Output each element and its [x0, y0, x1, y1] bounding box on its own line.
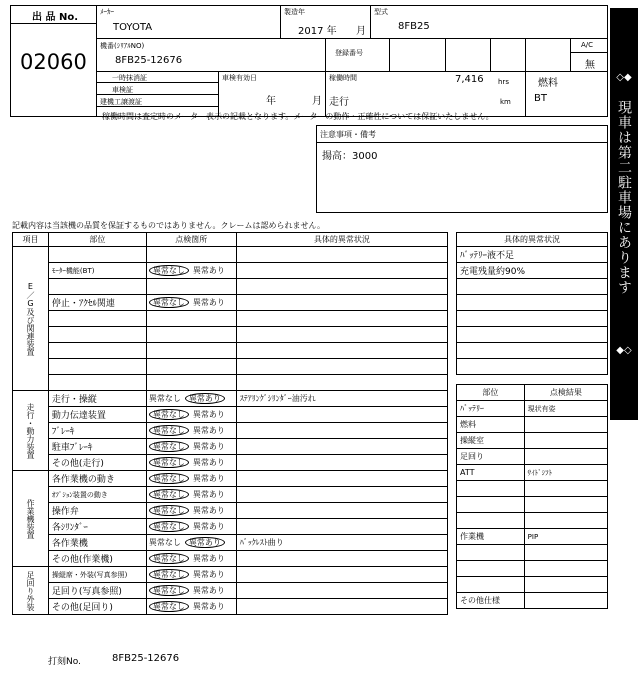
detail-cell — [236, 551, 447, 567]
result-ng[interactable]: 異常あり — [192, 522, 225, 531]
inspection-year-unit: 年 — [266, 96, 276, 107]
part-cell — [48, 279, 146, 295]
group-cell — [13, 247, 49, 391]
result-ok[interactable]: 異常なし — [149, 521, 189, 532]
result-ng[interactable]: 異常あり — [192, 474, 225, 483]
detail-cell — [236, 263, 447, 279]
inspection-header-cell: 項目 — [13, 233, 49, 247]
right-box-cell — [457, 295, 608, 311]
right-box-header-row — [457, 233, 608, 247]
result-cell — [146, 535, 236, 551]
right-box-row — [457, 343, 608, 359]
result-cell — [146, 391, 236, 407]
right-table-part: ﾊﾞｯﾃﾘｰ — [457, 401, 525, 417]
right-table-result — [524, 449, 607, 465]
result-ng[interactable]: 異常あり — [192, 458, 225, 467]
inspection-row — [13, 551, 448, 567]
result-cell — [146, 567, 236, 583]
ac-label: A/C — [581, 41, 594, 49]
group-cell — [13, 471, 49, 567]
result-cell — [146, 407, 236, 423]
right-table-part: 操縦室 — [457, 433, 525, 449]
maker-value: TOYOTA — [113, 22, 153, 33]
result-ok[interactable]: 異常なし — [149, 489, 189, 500]
part-cell — [48, 343, 146, 359]
serial-label: 機番(ｼﾘｱﾙNO) — [100, 42, 145, 50]
inspection-row — [13, 327, 448, 343]
detail-cell — [236, 599, 447, 615]
inspection-row — [13, 599, 448, 615]
result-cell — [146, 423, 236, 439]
inspection-row — [13, 359, 448, 375]
banner-bottom-diamonds: ◆◇ — [616, 345, 632, 356]
result-cell — [146, 263, 236, 279]
detail-cell — [236, 407, 447, 423]
right-box-cell — [457, 311, 608, 327]
reg-label: 登録番号 — [335, 49, 363, 57]
inspection-header-cell: 点検箇所 — [146, 233, 236, 247]
result-cell — [146, 247, 236, 263]
inspection-row — [13, 263, 448, 279]
inspection-header-cell: 部位 — [48, 233, 146, 247]
right-table-row — [457, 529, 608, 545]
detail-cell — [236, 327, 447, 343]
inspection-row — [13, 567, 448, 583]
right-result-table — [456, 384, 608, 609]
hours-disclaimer: 稼働時間は査定時のメーター表示の記載となります。メーターの動作・正確性については保証いたしません。 — [102, 112, 494, 121]
inspection-row — [13, 391, 448, 407]
result-cell — [146, 311, 236, 327]
detail-cell — [236, 295, 447, 311]
right-table-header-row — [457, 385, 608, 401]
group-name: 走行・動力装置 — [25, 402, 35, 459]
result-cell — [146, 471, 236, 487]
inspection-row — [13, 519, 448, 535]
right-box-cell — [457, 279, 608, 295]
detail-cell — [236, 503, 447, 519]
right-table-result — [524, 577, 607, 593]
inspection-row — [13, 423, 448, 439]
right-box-header: 具体的異常状況 — [457, 233, 608, 247]
detail-cell: ﾊﾞｯｸﾚｽﾄ曲り — [236, 535, 447, 551]
right-table-row — [457, 545, 608, 561]
right-table-row — [457, 513, 608, 529]
right-table-row — [457, 593, 608, 609]
model-label: 型式 — [374, 8, 388, 16]
result-ng[interactable]: 異常あり — [192, 602, 225, 611]
quality-disclaimer: 記載内容は当該機の品質を保証するものではありません。クレームは認められません。 — [12, 221, 325, 230]
result-cell — [146, 343, 236, 359]
result-ng[interactable]: 異常あり — [192, 298, 225, 307]
right-table-part — [457, 545, 525, 561]
part-cell: 走行・操縦 — [48, 391, 146, 407]
result-cell — [146, 551, 236, 567]
notes-text: 揚高：3000 — [322, 151, 378, 162]
fuel-label: 燃料 — [538, 78, 558, 89]
result-ng[interactable]: 異常あり — [185, 393, 225, 404]
result-cell — [146, 583, 236, 599]
run-unit: km — [500, 98, 511, 106]
right-box-cell — [457, 343, 608, 359]
right-table-part — [457, 577, 525, 593]
inspection-header-row — [13, 233, 448, 247]
right-table-row — [457, 449, 608, 465]
inspection-row — [13, 279, 448, 295]
part-cell: 動力伝達装置 — [48, 407, 146, 423]
result-ng[interactable]: 異常あり — [192, 410, 225, 419]
inspection-month-unit: 月 — [312, 96, 322, 107]
result-ng[interactable]: 異常あり — [192, 426, 225, 435]
inspection-table — [12, 232, 448, 615]
result-ng[interactable]: 異常あり — [192, 554, 225, 563]
inspection-row — [13, 455, 448, 471]
lot-no-label: 出 品 No. — [32, 12, 79, 23]
detail-cell — [236, 279, 447, 295]
part-cell: ﾌﾞﾚｰｷ — [48, 423, 146, 439]
group-name: 足回り外装 — [25, 570, 35, 611]
right-table-part — [457, 513, 525, 529]
right-box-row — [457, 327, 608, 343]
inspection-header-cell: 具体的異常状況 — [236, 233, 447, 247]
right-table-result: ｻｲﾄﾞｼﾌﾄ — [524, 465, 607, 481]
hours-value: 7,416 — [455, 74, 484, 85]
right-table-part — [457, 481, 525, 497]
right-detail-box — [456, 232, 608, 375]
result-ok[interactable]: 異常なし — [149, 569, 189, 580]
right-table-row — [457, 401, 608, 417]
fuel-value: BT — [534, 93, 547, 104]
part-cell: 駐車ﾌﾞﾚｰｷ — [48, 439, 146, 455]
result-ok[interactable]: 異常なし — [149, 457, 189, 468]
right-table-part: 作業機 — [457, 529, 525, 545]
right-box-row — [457, 263, 608, 279]
stamp-label: 打刻No. — [48, 657, 81, 667]
result-ng[interactable]: 異常あり — [192, 442, 225, 451]
right-box-row — [457, 311, 608, 327]
part-cell: 各ｼﾘﾝﾀﾞｰ — [48, 519, 146, 535]
detail-cell — [236, 583, 447, 599]
inspection-cert-label: 車検証 — [112, 86, 133, 94]
part-cell: 操作弁 — [48, 503, 146, 519]
result-ok[interactable]: 異常なし — [149, 505, 189, 516]
banner-text: 現車は第二駐車場にあります — [616, 100, 632, 295]
serial-value: 8FB25-12676 — [115, 55, 183, 66]
right-box-cell: 充電残量約90% — [457, 263, 608, 279]
inspection-row — [13, 407, 448, 423]
inspection-row — [13, 247, 448, 263]
hours-unit: hrs — [498, 78, 509, 86]
right-table-part — [457, 497, 525, 513]
inspection-row — [13, 487, 448, 503]
year-value: 2017 年 — [298, 26, 337, 37]
result-ng[interactable]: 異常あり — [192, 570, 225, 579]
right-box-cell — [457, 359, 608, 375]
result-ok[interactable]: 異常なし — [149, 601, 189, 612]
right-table-row — [457, 577, 608, 593]
part-cell — [48, 327, 146, 343]
right-table-result — [524, 433, 607, 449]
right-table-result — [524, 561, 607, 577]
result-ng[interactable]: 異常あり — [192, 506, 225, 515]
result-cell — [146, 279, 236, 295]
inspection-row — [13, 471, 448, 487]
right-box-row — [457, 359, 608, 375]
part-cell: 各作業機 — [48, 535, 146, 551]
right-box-cell: ﾊﾞｯﾃﾘｰ液不足 — [457, 247, 608, 263]
part-cell: その他(作業機) — [48, 551, 146, 567]
right-table-result: 現状有姿 — [524, 401, 607, 417]
result-ok[interactable]: 異常なし — [149, 425, 189, 436]
result-ok[interactable]: 異常なし — [149, 441, 189, 452]
right-table-part: 燃料 — [457, 417, 525, 433]
part-cell: 停止・ｱｸｾﾙ関連 — [48, 295, 146, 311]
year-label: 製造年 — [284, 8, 305, 16]
right-box-row — [457, 247, 608, 263]
part-cell: その他(走行) — [48, 455, 146, 471]
result-ok[interactable]: 異常なし — [148, 394, 181, 403]
detail-cell — [236, 471, 447, 487]
part-cell: 足回り(写真参照) — [48, 583, 146, 599]
result-ok[interactable]: 異常なし — [149, 473, 189, 484]
result-ok[interactable]: 異常なし — [149, 409, 189, 420]
group-name: 作業機装置 — [25, 498, 35, 539]
part-cell — [48, 375, 146, 391]
result-ng[interactable]: 異常あり — [192, 490, 225, 499]
result-cell — [146, 487, 236, 503]
detail-cell — [236, 375, 447, 391]
result-cell — [146, 439, 236, 455]
right-box-cell — [457, 327, 608, 343]
result-cell — [146, 375, 236, 391]
right-table-result — [524, 513, 607, 529]
right-box-row — [457, 279, 608, 295]
group-cell — [13, 391, 49, 471]
part-cell — [48, 311, 146, 327]
part-cell — [48, 247, 146, 263]
inspection-row — [13, 375, 448, 391]
result-cell — [146, 519, 236, 535]
part-cell: その他(足回り) — [48, 599, 146, 615]
inspection-row — [13, 503, 448, 519]
right-table-result — [524, 417, 607, 433]
group-name: E／G及び関連装置 — [25, 281, 35, 356]
right-table-row — [457, 465, 608, 481]
right-table-result — [524, 481, 607, 497]
stamp-value: 8FB25-12676 — [112, 653, 180, 664]
right-table-row — [457, 481, 608, 497]
right-table-part: その他仕様 — [457, 593, 525, 609]
result-cell — [146, 455, 236, 471]
part-cell — [48, 359, 146, 375]
result-ng[interactable]: 異常あり — [192, 266, 225, 275]
inspection-row — [13, 295, 448, 311]
result-ok[interactable]: 異常なし — [149, 297, 189, 308]
detail-cell — [236, 343, 447, 359]
right-table-part: ATT — [457, 465, 525, 481]
ac-value: 無 — [585, 60, 595, 71]
detail-cell — [236, 455, 447, 471]
run-label: 走行 — [329, 97, 349, 108]
banner-top-diamonds: ◇◆ — [616, 72, 632, 83]
maker-label: ﾒｰｶｰ — [100, 8, 114, 16]
right-box-row — [457, 295, 608, 311]
result-ok[interactable]: 異常なし — [149, 265, 189, 276]
lot-no: 02060 — [20, 50, 87, 74]
inspection-row — [13, 311, 448, 327]
detail-cell — [236, 423, 447, 439]
right-table-result: PIP — [524, 529, 607, 545]
right-table-part: 足回り — [457, 449, 525, 465]
result-ok[interactable]: 異常なし — [148, 538, 181, 547]
detail-cell — [236, 247, 447, 263]
part-cell: 各作業機の動き — [48, 471, 146, 487]
result-cell — [146, 503, 236, 519]
right-table-row — [457, 417, 608, 433]
right-table-header-cell: 部位 — [457, 385, 525, 401]
result-cell — [146, 327, 236, 343]
transfer-cert-label: 建機工譲渡証 — [100, 98, 142, 106]
hours-label: 稼働時間 — [329, 74, 357, 82]
part-cell: ｵﾌﾟｼｮﾝ装置の動き — [48, 487, 146, 503]
group-cell — [13, 567, 49, 615]
notes-label: 注意事項・備考 — [320, 130, 376, 139]
detail-cell — [236, 567, 447, 583]
detail-cell — [236, 519, 447, 535]
right-table-result — [524, 545, 607, 561]
right-table-header-cell: 点検結果 — [524, 385, 607, 401]
inspection-row — [13, 535, 448, 551]
temp-cancel-label: 一時抹消証 — [112, 74, 147, 82]
result-ng[interactable]: 異常あり — [192, 586, 225, 595]
right-table-result — [524, 497, 607, 513]
right-table-result — [524, 593, 607, 609]
detail-cell — [236, 439, 447, 455]
detail-cell — [236, 311, 447, 327]
part-cell: 操縦席・外装(写真参照) — [48, 567, 146, 583]
right-table-row — [457, 561, 608, 577]
result-cell — [146, 599, 236, 615]
result-cell — [146, 359, 236, 375]
detail-cell — [236, 487, 447, 503]
right-table-part — [457, 561, 525, 577]
right-table-row — [457, 497, 608, 513]
detail-cell: ｽﾃｱﾘﾝｸﾞｼﾘﾝﾀﾞｰ油汚れ — [236, 391, 447, 407]
model-value: 8FB25 — [398, 21, 430, 32]
inspection-row — [13, 343, 448, 359]
inspection-date-label: 車検有効日 — [222, 74, 257, 82]
result-ok[interactable]: 異常なし — [149, 585, 189, 596]
result-ok[interactable]: 異常なし — [149, 553, 189, 564]
detail-cell — [236, 359, 447, 375]
result-ng[interactable]: 異常あり — [185, 537, 225, 548]
inspection-row — [13, 439, 448, 455]
right-table-row — [457, 433, 608, 449]
inspection-row — [13, 583, 448, 599]
result-cell — [146, 295, 236, 311]
year-month-unit: 月 — [356, 26, 366, 37]
part-cell: ﾓｰﾀｰ機能(BT) — [48, 263, 146, 279]
